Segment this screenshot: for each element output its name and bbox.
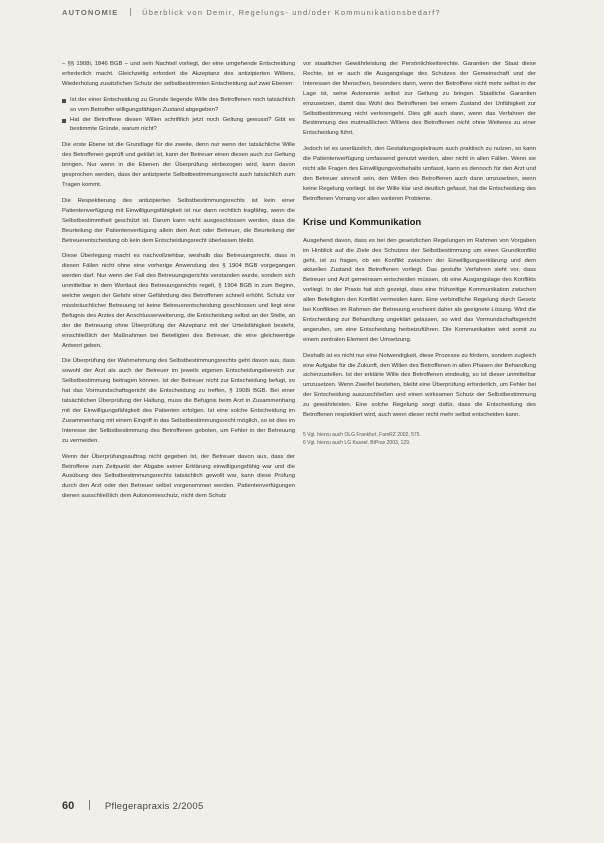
- section-heading: Krise und Kommunikation: [303, 216, 422, 228]
- header-divider: [130, 8, 131, 16]
- right-column: [303, 60, 536, 447]
- left-column: [62, 60, 295, 508]
- paragraph: – §§ 1908i, 1846 BGB – und sein Nachteil vorliegt, der eine umgehende Entscheidung erforderlich macht. Gleichzeitig erfordert die Akzeptanz des antizipierten Willens, Wiederholung zusätzlichen Schutz der selbstbestimmten Entscheidung auf zwei Ebenen:: [62, 61, 295, 87]
- paragraph: Die Überprüfung der Wahrnehmung des Selbstbestimmungsrechts geht davon aus, dass sowohl der Arzt als auch der Betreuer im jeweils eigenen Entscheidungsbereich zur Selbstbestimmung beitragen können. Ist der Betreuer nicht zur Entscheidung befugt, so hat das Vormundschaftsgericht die Entscheidung zu treffen, § 1908i BGB. Bei einer tatsächlichen Überprüfung der Haltung, muss die Befugnis beim Arzt in Zusammenhang mit der Einwilligungsfähigkeit des Patienten erfolgen. Ist eine solche Entscheidung im Zusammenhang mit einem Eingriff in das Selbstbestimmungsrecht möglich, so ist dies im Interesse der Selbstbestimmung des Betroffenen geboten, um Fehler in der Betreuung zu vermeiden.: [62, 358, 295, 444]
- paragraph: Die erste Ebene ist die Grundlage für die zweite, denn nur wenn der tatsächliche Wille des Betroffenen geprüft und geklärt ist, kann der Betreuer einen diesen auch zur Geltung bringen. Nur wenn in die Ebenen der Überprüfung einbezogen wird, kann davon gesprochen werden, dass der antizipierte Selbstbestimmungsrecht auch tatsächlich zum Tragen kommt.: [62, 142, 295, 188]
- paragraph: Wenn der Überprüfungsauftrag nicht gegeben ist, der Betreuer davon aus, dass der Betroffene zum Zeitpunkt der Abgabe seiner Erklärung einwilligungsfähig war und die Ausübung des Selbstbestimmungsrechts tatsächlich gewollt war, kann diese Prüfung durch den Arzt oder den Betreuer selbst vorgenommen werden. Patientenverfügungen dienen ausschließlich dem Autonomieschutz, nicht dem Schutz: [62, 453, 295, 500]
- footer-divider: [89, 800, 90, 810]
- header-section: AUTONOMIE: [62, 8, 119, 17]
- footnotes: [303, 431, 536, 447]
- paragraph: vor staatlicher Gewährleistung der Persönlichkeitsrechte. Garantien der Staat diese Rechte, ist er auch die Ausgangslage des Schutzes der Gemeinschaft und der Interessen der Menschen, besonders dann, wenn der Betroffene nicht mehr selbst in der Lage ist, seine Autonomie selbst zur Geltung zu bringen. Staatliche Garantien einzusetzen, damit das Wohl des Betroffenen bei einem Zustand der Unfähigkeit zur Selbstbestimmung nicht verlorengeht. Dies gilt auch dann, wenn das Verfahren der Bestimmung des mutmaßlichen Willens des Betroffenen nicht ohne Weiteres zu einer Entscheidung führt.: [303, 61, 536, 137]
- list-item: Hat der Betroffene diesen Willen schriftlich jetzt noch Geltung gewusst? Gibt es bestimmte Gründe, warum nicht?: [62, 116, 295, 136]
- paragraph: Deshalb ist es nicht nur eine Notwendigkeit, diese Prozesse zu fördern, sondern zugleich eine Aufgabe für die Zukunft, den Willen des Betroffenen in allen Phasen der Behandlung sicherzustellen. Ist der erklärte Wille des Betroffenen eindeutig, so ist dieser unmittelbar umzusetzen. Wenn Zweifel bestehen, bleibt eine Überprüfung erforderlich, um Fehler bei der Entscheidung auszuschließen und einen wirksamen Schutz der Selbstbestimmung zu gewährleisten. Eine solche Regelung sorgt dafür, dass die Entscheidung des Betroffenen respektiert wird, auch wenn dieser nicht mehr selbst entscheiden kann.: [303, 352, 536, 419]
- footnote: 5 Vgl. hierzu auch OLG Frankfurt, FamRZ 2002, 575.: [303, 432, 421, 438]
- bullet-list: [62, 96, 295, 136]
- running-header: [62, 8, 564, 17]
- list-item: Ist der einer Entscheidung zu Grunde liegende Wille des Betroffenen noch tatsächlich so vom Betroffen willigungsfähigen Zustand abgegeben?: [62, 96, 295, 116]
- footnote: 6 Vgl. hierzu auch LG Kassel, BtPrax 2003, 129.: [303, 440, 411, 446]
- paragraph: Diese Überlegung macht es nachvollziehbar, weshalb das Betreuungsrecht, dass in diesen Fällen nicht ohne eine vorherige Anwendung des § 1904 BGB vorgegangen werden darf. Nur wenn der Fall des Betreuungsgerichts verstanden wurde, sondern sich unmittelbar in dem Wortlaut des Betreuungsrechts regelt, § 1904 BGB in zum Beginn, welche wegen der Gefahr einer Gefährdung des Betroffenen schnell erhöht. Schutz vor missbräuchlicher Betreuung ist keine Betreuerentscheidung geschlossen und liegt eine Befugnis des Arztes der Anschlusserweiterung, die Entscheidung selbst an der Stelle, an der die Betreuung ohne Überprüfung der Akzeptanz mit der Urteilsfähigkeit besteht, einschließlich der Maßnahmen bei Beteiligten des Betreuer, die eine gleichwertige Antwort geben.: [62, 253, 295, 349]
- journal-name: Pflegerapraxis 2/2005: [104, 801, 204, 812]
- header-title: Überblick von Demir, Regelungs- und/oder Kommunikationsbedarf?: [142, 8, 441, 17]
- paragraph: Ausgehend davon, dass es bei den gesetzlichen Regelungen im Rahmen von Vorgaben im Hinblick auf die Ziele des Schutzes der Selbstbestimmung um einen Grundkonflikt geht, ist zu fragen, ob ein Konflikt zwischen der Einwilligungserklärung und dem aktuellen Zustand des Betroffenen vorliegt. Das gestufte Verfahren sieht vor, dass Betreuer und Arzt gemeinsam entscheiden müssen, ob eine Ausgangslage des Konflikts vorliegt. In der Praxis hat sich gezeigt, dass eine frühzeitige Kommunikation zwischen allen Beteiligten den Konflikt vermeiden kann. Eine verbindliche Regelung durch Gesetz bei Konflikten im Rahmen der Betreuung erscheint daher als geeignete Lösung. Wird die Entscheidung zur Behandlung ungeklärt gelassen, so wird das Vormundschaftsgericht angerufen, um eine Entscheidung herbeizuführen. Die Kommunikation wird somit zu einem zentralen Element der Umsetzung.: [303, 237, 536, 343]
- paragraph: Jedoch ist es unerlässlich, den Gestaltungsspielraum auch praktisch zu nutzen, so kann die Patientenverfügung umfassend genutzt werden, aber nicht in allen Fällen. Wenn sie nicht alle Fragen des Einwilligungsvorbehalts umfasst, kann es dennoch für den Arzt und den Betreuer sinnvoll sein, den Willen des Betroffenen auch dann umzusetzen, wenn keine Regelung vorliegt. Ist der Wille klar und deutlich gefasst, hat die Entscheidung des Betroffenen Vorrang vor allen weiteren Probleme.: [303, 146, 536, 202]
- paragraph: Die Respektierung des antizipierten Selbstbestimmungsrechts ist kein einer Patientenverfügung mit Einwilligungsfähigkeit ist nur dann rechtlich tragfähig, wenn die Selbstbestimmtheit geschützt ist. Darum kann nicht ausgeschlossen werden, dass die Beurteilung der Patientenverfügung allein dem Arzt oder Betreuer, die Beurteilung der Betreuerentscheidung ob kein dem Entscheidungsrecht überlassen bleibt.: [62, 197, 295, 244]
- page-footer: [62, 800, 204, 812]
- page-number: 60: [62, 800, 75, 812]
